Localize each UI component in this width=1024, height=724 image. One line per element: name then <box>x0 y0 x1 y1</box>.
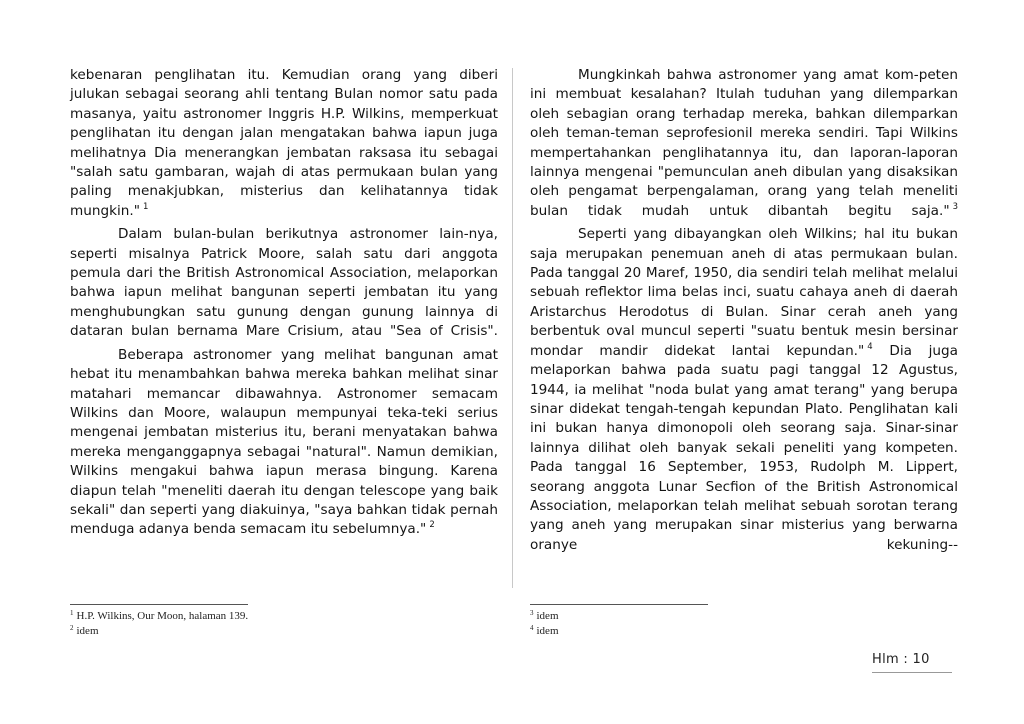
paragraph-text: kebenaran penglihatan itu. Kemudian orang yang diberi julukan sebagai seorang ahli tentang Bulan nomor satu pada masanya, yaitu astronomer Inggris H.P. Wilkins, memperkuat penglihatan itu dengan jalan mengatakan bahwa iapun juga melihatnya Dia menerangkan jembatan raksasa itu sebagai "salah satu gambaran, wajah di atas permukaan bulan yang paling menakjubkan, misterius dan kelihatannya tidak mungkin." <box>70 67 498 219</box>
footnote-number: 2 <box>70 624 74 632</box>
footnote <box>70 625 99 638</box>
footnote-number: 1 <box>70 609 74 617</box>
footnote-text: idem <box>536 625 559 637</box>
footnote-number: 3 <box>530 609 534 617</box>
paragraph-text: Dia juga melaporkan bahwa pada suatu pagi tanggal 12 Agustus, 1944, ia melihat "noda bulat yang amat terang" yang berupa sinar didekat tengah-tengah kepundan Plato. Penglihatan kali ini bukan hanya dimonopoli oleh seorang saja. Sinar-sinar lainnya dilihat oleh banyak sekali peneliti yang kompeten. Pada tanggal 16 September, 1953, Rudolph M. Lippert, seorang anggota Lunar Secfion of the British Astronomical Association, melaporkan telah melihat sebuah sorotan terang yang aneh yang merupakan sinar misterius yang berwarna oranye kekuning-- <box>530 342 958 553</box>
footnote-text: idem <box>76 625 99 637</box>
footnote <box>70 610 248 623</box>
right-column <box>530 66 958 559</box>
footnote-number: 4 <box>530 624 534 632</box>
paragraph <box>70 66 498 221</box>
column-divider <box>512 68 513 588</box>
page-number: Hlm : 10 <box>872 652 930 667</box>
footnote-ref: 3 <box>952 201 958 212</box>
paragraph <box>70 346 498 540</box>
paragraph-text: Beberapa astronomer yang melihat bangunan amat hebat itu menambahkan bahwa mereka bahkan melihat sinar matahari memancar dibawahnya. Astronomer semacam Wilkins dan Moore, walaupun mempunyai teka-teki serius mengenai jembatan misterius itu, berani menyatakan bahwa mereka menganggapnya sebagai "natural". Namun demikian, Wilkins mengakui bahwa iapun merasa bingung. Karena diapun telah "meneliti daerah itu dengan telescope yang baik sekali" dan seperti yang diakuinya, "saya bahkan tidak pernah menduga adanya benda semacam itu sebelumnya." <box>70 346 498 538</box>
paragraph <box>70 225 498 341</box>
footnote <box>530 625 559 638</box>
footnote-ref: 4 <box>867 341 873 352</box>
footnote-text: idem <box>536 610 559 622</box>
paragraph-text: Dalam bulan-bulan berikutnya astronomer lain-nya, seperti misalnya Patrick Moore, salah satu dari anggota pemula dari the British Astronomical Association, melaporkan bahwa iapun melihat bangunan seperti jembatan itu yang menghubungkan satu gunung dengan gunung lainnya di dataran bulan bernama Mare Crisium, atau "Sea of Crisis". <box>70 226 498 340</box>
footnote-separator <box>530 604 708 605</box>
footnote-ref: 1 <box>142 201 149 212</box>
left-column <box>70 66 498 544</box>
footnote-separator <box>70 604 248 605</box>
paragraph <box>530 225 958 555</box>
footnote-ref: 2 <box>429 520 435 531</box>
page-number-underline <box>872 672 952 673</box>
footnote-text: H.P. Wilkins, Our Moon, halaman 139. <box>76 610 249 622</box>
footnote <box>530 610 559 623</box>
paragraph-text: Mungkinkah bahwa astronomer yang amat kom-peten ini membuat kesalahan? Itulah tuduhan yang dilemparkan oleh sebagian orang terhadap mereka, bahkan dilemparkan oleh teman-teman seprofesionil mereka sendiri. Tapi Wilkins mempertahankan penglihatannya itu, dan laporan-laporan lainnya mengenai "pemunculan aneh dibulan yang disaksikan oleh pengamat berpengalaman, orang yang telah meneliti bulan tidak mudah untuk dibantah begitu saja." <box>530 67 958 219</box>
paragraph <box>530 66 958 221</box>
paragraph-text: Seperti yang dibayangkan oleh Wilkins; hal itu bukan saja merupakan penemuan aneh di atas permukaan bulan. Pada tanggal 20 Maref, 1950, dia sendiri telah melihat melalui sebuah reflektor lima belas inci, suatu cahaya aneh di daerah Aristarchus Herodotus di Bulan. Sinar cerah aneh yang berbentuk oval muncul seperti "suatu bentuk mesin bersinar mondar mandir didekat lantai kepundan." <box>530 226 958 359</box>
